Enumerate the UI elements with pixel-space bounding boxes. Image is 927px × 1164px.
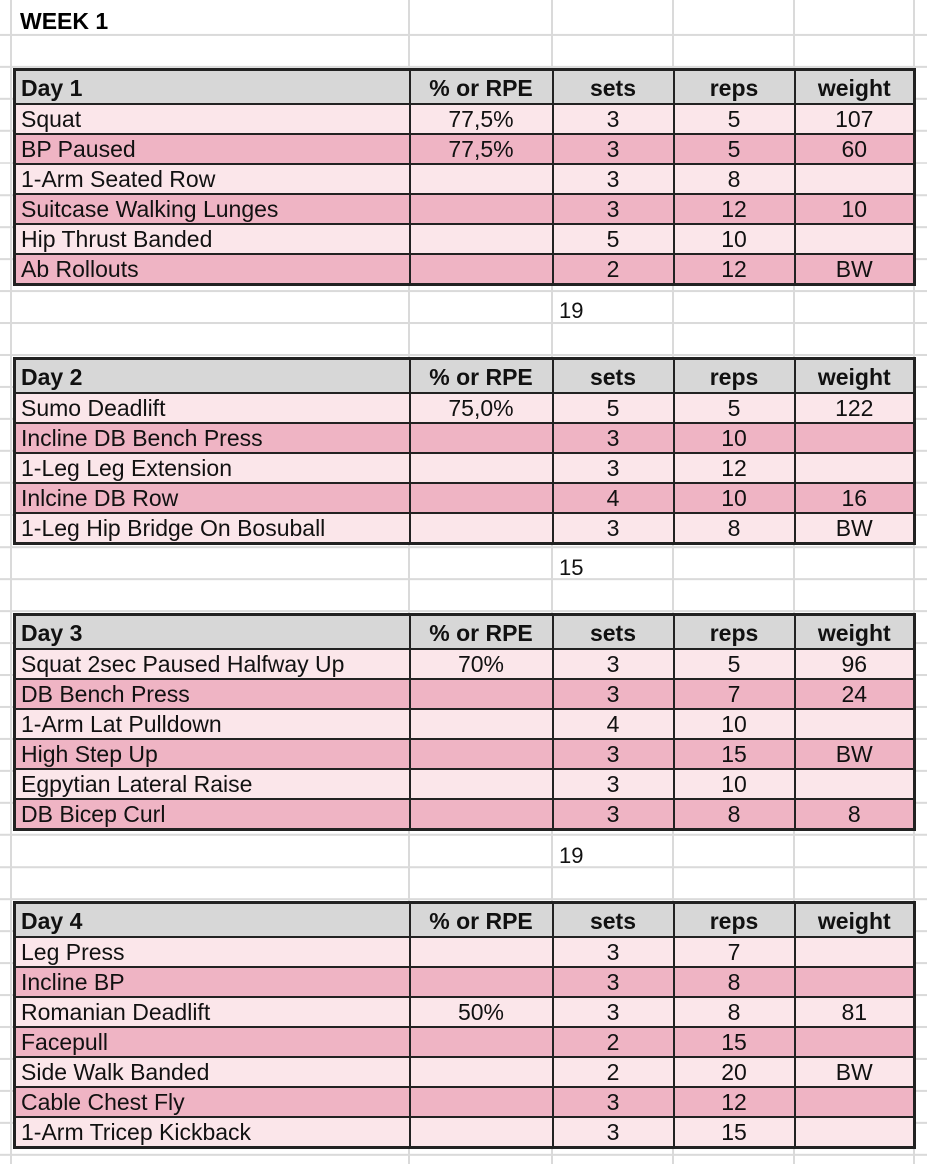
table-row	[15, 997, 915, 1027]
exercise-cell[interactable]: Facepull	[15, 1027, 410, 1057]
table-row	[15, 423, 915, 453]
header-weight-cell[interactable]: weight	[795, 615, 915, 650]
sets-cell[interactable]: 3	[553, 423, 674, 453]
sets-cell[interactable]: 3	[553, 164, 674, 194]
reps-cell[interactable]: 10	[674, 224, 795, 254]
exercise-cell[interactable]: Suitcase Walking Lunges	[15, 194, 410, 224]
sets-cell[interactable]: 3	[553, 104, 674, 134]
weight-cell[interactable]: BW	[795, 513, 915, 544]
exercise-cell[interactable]: Squat 2sec Paused Halfway Up	[15, 649, 410, 679]
weight-cell[interactable]: BW	[795, 254, 915, 285]
sets-cell[interactable]: 3	[553, 1087, 674, 1117]
weight-cell[interactable]: BW	[795, 739, 915, 769]
exercise-cell[interactable]: DB Bicep Curl	[15, 799, 410, 830]
exercise-cell[interactable]: Egpytian Lateral Raise	[15, 769, 410, 799]
table-row	[15, 1027, 915, 1057]
weight-cell[interactable]: 8	[795, 799, 915, 830]
day-name-cell[interactable]: Day 3	[15, 615, 410, 650]
header-pct-cell[interactable]: % or RPE	[410, 70, 553, 105]
day-name-cell[interactable]: Day 4	[15, 903, 410, 938]
pct-cell[interactable]	[410, 453, 553, 483]
table-row	[15, 709, 915, 739]
header-weight-cell[interactable]: weight	[795, 359, 915, 394]
pct-cell[interactable]: 50%	[410, 997, 553, 1027]
exercise-cell[interactable]: Leg Press	[15, 937, 410, 967]
pct-cell[interactable]	[410, 709, 553, 739]
exercise-cell[interactable]: Incline DB Bench Press	[15, 423, 410, 453]
pct-cell[interactable]	[410, 1117, 553, 1148]
sets-cell[interactable]: 2	[553, 1057, 674, 1087]
pct-cell[interactable]	[410, 1057, 553, 1087]
header-row	[15, 615, 915, 650]
weight-cell[interactable]: 10	[795, 194, 915, 224]
reps-cell[interactable]: 8	[674, 164, 795, 194]
table-row	[15, 937, 915, 967]
sets-cell[interactable]: 3	[553, 739, 674, 769]
sets-cell[interactable]: 3	[553, 799, 674, 830]
exercise-cell[interactable]: Sumo Deadlift	[15, 393, 410, 423]
week-title[interactable]: WEEK 1	[20, 8, 109, 34]
header-reps-cell[interactable]: reps	[674, 615, 795, 650]
reps-cell[interactable]: 12	[674, 1087, 795, 1117]
day-table	[13, 613, 916, 831]
sets-cell[interactable]: 3	[553, 134, 674, 164]
weight-cell[interactable]	[795, 453, 915, 483]
sets-total-cell[interactable]: 19	[559, 298, 584, 323]
exercise-cell[interactable]: 1-Leg Hip Bridge On Bosuball	[15, 513, 410, 544]
header-reps-cell[interactable]: reps	[674, 903, 795, 938]
exercise-cell[interactable]: Hip Thrust Banded	[15, 224, 410, 254]
header-pct-cell[interactable]: % or RPE	[410, 615, 553, 650]
exercise-cell[interactable]: BP Paused	[15, 134, 410, 164]
day-name-cell[interactable]: Day 2	[15, 359, 410, 394]
weight-cell[interactable]	[795, 164, 915, 194]
table-row	[15, 254, 915, 285]
reps-cell[interactable]: 10	[674, 769, 795, 799]
pct-cell[interactable]	[410, 769, 553, 799]
sets-cell[interactable]: 3	[553, 453, 674, 483]
table-row	[15, 769, 915, 799]
pct-cell[interactable]	[410, 739, 553, 769]
exercise-cell[interactable]: 1-Arm Tricep Kickback	[15, 1117, 410, 1148]
table-row	[15, 393, 915, 423]
reps-cell[interactable]: 8	[674, 513, 795, 544]
exercise-cell[interactable]: DB Bench Press	[15, 679, 410, 709]
sets-total-cell[interactable]: 19	[559, 843, 584, 868]
weight-cell[interactable]	[795, 937, 915, 967]
header-row	[15, 903, 915, 938]
weight-cell[interactable]	[795, 1117, 915, 1148]
sets-cell[interactable]: 3	[553, 679, 674, 709]
table-row	[15, 104, 915, 134]
weight-cell[interactable]: 107	[795, 104, 915, 134]
reps-cell[interactable]: 12	[674, 453, 795, 483]
table-row	[15, 164, 915, 194]
exercise-cell[interactable]: Inlcine DB Row	[15, 483, 410, 513]
exercise-cell[interactable]: Cable Chest Fly	[15, 1087, 410, 1117]
pct-cell[interactable]: 70%	[410, 649, 553, 679]
weight-cell[interactable]	[795, 224, 915, 254]
sets-cell[interactable]: 2	[553, 254, 674, 285]
sets-cell[interactable]: 5	[553, 393, 674, 423]
sets-cell[interactable]: 2	[553, 1027, 674, 1057]
pct-cell[interactable]: 75,0%	[410, 393, 553, 423]
sets-cell[interactable]: 3	[553, 997, 674, 1027]
weight-cell[interactable]	[795, 1027, 915, 1057]
weight-cell[interactable]	[795, 1087, 915, 1117]
weight-cell[interactable]	[795, 769, 915, 799]
table-row	[15, 134, 915, 164]
exercise-cell[interactable]: Side Walk Banded	[15, 1057, 410, 1087]
pct-cell[interactable]	[410, 164, 553, 194]
table-row	[15, 649, 915, 679]
weight-cell[interactable]: 60	[795, 134, 915, 164]
table-row	[15, 1117, 915, 1148]
table-row	[15, 194, 915, 224]
header-sets-cell[interactable]: sets	[553, 70, 674, 105]
sets-cell[interactable]: 3	[553, 937, 674, 967]
weight-cell[interactable]: 24	[795, 679, 915, 709]
reps-cell[interactable]: 8	[674, 997, 795, 1027]
pct-cell[interactable]	[410, 1027, 553, 1057]
sets-cell[interactable]: 4	[553, 709, 674, 739]
reps-cell[interactable]: 5	[674, 649, 795, 679]
exercise-cell[interactable]: Romanian Deadlift	[15, 997, 410, 1027]
header-pct-cell[interactable]: % or RPE	[410, 903, 553, 938]
weight-cell[interactable]	[795, 423, 915, 453]
day-name-cell[interactable]: Day 1	[15, 70, 410, 105]
weight-cell[interactable]	[795, 709, 915, 739]
table-row	[15, 1057, 915, 1087]
table-row	[15, 799, 915, 830]
weight-cell[interactable]: 122	[795, 393, 915, 423]
weight-cell[interactable]: BW	[795, 1057, 915, 1087]
reps-cell[interactable]: 15	[674, 1117, 795, 1148]
table-row	[15, 1087, 915, 1117]
pct-cell[interactable]	[410, 799, 553, 830]
exercise-cell[interactable]: High Step Up	[15, 739, 410, 769]
pct-cell[interactable]	[410, 224, 553, 254]
pct-cell[interactable]	[410, 194, 553, 224]
table-row	[15, 453, 915, 483]
header-reps-cell[interactable]: reps	[674, 359, 795, 394]
reps-cell[interactable]: 7	[674, 937, 795, 967]
day-table	[13, 901, 916, 1149]
table-row	[15, 224, 915, 254]
reps-cell[interactable]: 8	[674, 799, 795, 830]
header-weight-cell[interactable]: weight	[795, 903, 915, 938]
header-sets-cell[interactable]: sets	[553, 615, 674, 650]
weight-cell[interactable]: 16	[795, 483, 915, 513]
pct-cell[interactable]	[410, 254, 553, 285]
header-weight-cell[interactable]: weight	[795, 70, 915, 105]
weight-cell[interactable]: 81	[795, 997, 915, 1027]
sets-cell[interactable]: 3	[553, 769, 674, 799]
exercise-cell[interactable]: 1-Arm Lat Pulldown	[15, 709, 410, 739]
header-row	[15, 70, 915, 105]
sets-cell[interactable]: 3	[553, 649, 674, 679]
exercise-cell[interactable]: Incline BP	[15, 967, 410, 997]
reps-cell[interactable]: 12	[674, 254, 795, 285]
day-table	[13, 357, 916, 545]
reps-cell[interactable]: 10	[674, 423, 795, 453]
weight-cell[interactable]	[795, 967, 915, 997]
pct-cell[interactable]: 77,5%	[410, 134, 553, 164]
pct-cell[interactable]	[410, 679, 553, 709]
table-row	[15, 679, 915, 709]
reps-cell[interactable]: 15	[674, 739, 795, 769]
sets-cell[interactable]: 5	[553, 224, 674, 254]
reps-cell[interactable]: 15	[674, 1027, 795, 1057]
reps-cell[interactable]: 20	[674, 1057, 795, 1087]
reps-cell[interactable]: 10	[674, 709, 795, 739]
reps-cell[interactable]: 5	[674, 134, 795, 164]
pct-cell[interactable]	[410, 967, 553, 997]
header-row	[15, 359, 915, 394]
sets-cell[interactable]: 4	[553, 483, 674, 513]
header-sets-cell[interactable]: sets	[553, 903, 674, 938]
sets-cell[interactable]: 3	[553, 194, 674, 224]
table-row	[15, 739, 915, 769]
sets-cell[interactable]: 3	[553, 967, 674, 997]
pct-cell[interactable]	[410, 513, 553, 544]
header-reps-cell[interactable]: reps	[674, 70, 795, 105]
header-pct-cell[interactable]: % or RPE	[410, 359, 553, 394]
exercise-cell[interactable]: 1-Arm Seated Row	[15, 164, 410, 194]
table-row	[15, 967, 915, 997]
pct-cell[interactable]: 77,5%	[410, 104, 553, 134]
header-sets-cell[interactable]: sets	[553, 359, 674, 394]
exercise-cell[interactable]: 1-Leg Leg Extension	[15, 453, 410, 483]
reps-cell[interactable]: 10	[674, 483, 795, 513]
pct-cell[interactable]	[410, 483, 553, 513]
sets-total-cell[interactable]: 15	[559, 555, 584, 580]
sets-cell[interactable]: 3	[553, 513, 674, 544]
reps-cell[interactable]: 5	[674, 393, 795, 423]
sets-cell[interactable]: 3	[553, 1117, 674, 1148]
exercise-cell[interactable]: Squat	[15, 104, 410, 134]
reps-cell[interactable]: 8	[674, 967, 795, 997]
reps-cell[interactable]: 5	[674, 104, 795, 134]
day-table	[13, 68, 916, 286]
pct-cell[interactable]	[410, 1087, 553, 1117]
table-row	[15, 513, 915, 544]
exercise-cell[interactable]: Ab Rollouts	[15, 254, 410, 285]
weight-cell[interactable]: 96	[795, 649, 915, 679]
reps-cell[interactable]: 7	[674, 679, 795, 709]
reps-cell[interactable]: 12	[674, 194, 795, 224]
table-row	[15, 483, 915, 513]
pct-cell[interactable]	[410, 423, 553, 453]
pct-cell[interactable]	[410, 937, 553, 967]
grid-column-line	[10, 0, 12, 1164]
